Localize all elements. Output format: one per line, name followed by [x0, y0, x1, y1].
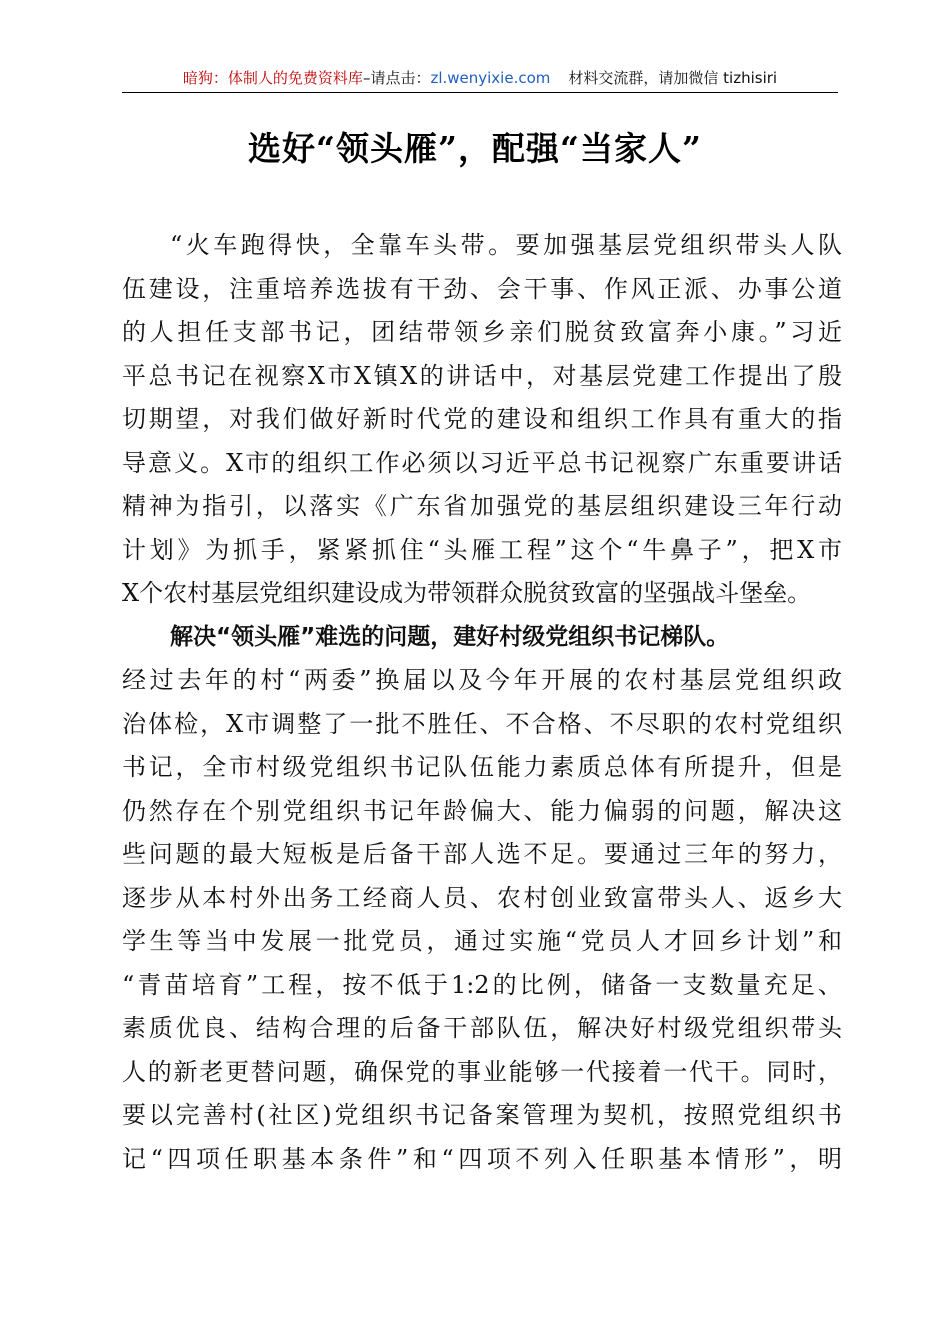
paragraph-1-line: 导意义。X市的组织工作必须以习近平总书记视察广东重要讲话: [122, 448, 842, 477]
paragraph-1-line: 伍建设，注重培养选拔有干劲、会干事、作风正派、办事公道: [122, 274, 842, 303]
paragraph-1-line: 计划》为抓手，紧紧抓住“头雁工程”这个“牛鼻子”，把X市: [122, 535, 842, 564]
paragraph-2-line: 学生等当中发展一批党员，通过实施“党员人才回乡计划”和: [122, 927, 842, 955]
paragraph-1-line: 平总书记在视察X市X镇X的讲话中，对基层党建工作提出了殷: [122, 361, 842, 390]
paragraph-2-line: 经过去年的村“两委”换届以及今年开展的农村基层党组织政: [122, 666, 842, 694]
paragraph-1-line: 的人担任支部书记，团结带领乡亲们脱贫致富奔小康。”习近: [122, 318, 842, 346]
header-wechat-note: 材料交流群，请加微信 tizhisiri: [568, 69, 778, 87]
paragraph-2-line: “青苗培育”工程，按不低于1:2的比例，储备一支数量充足、: [122, 970, 842, 999]
header-site-name: 暗狗：体制人的免费资料库: [182, 69, 363, 87]
header-click-prompt: –请点击：: [362, 69, 431, 87]
paragraph-1-line: 切期望，对我们做好新时代党的建设和组织工作具有重大的指: [122, 405, 842, 433]
paragraph-2-line: 逐步从本村外出务工经商人员、农村创业致富带头人、返乡大: [122, 883, 842, 912]
paragraph-2-line: 治体检，X市调整了一批不胜任、不合格、不尽职的农村党组织: [122, 709, 842, 738]
paragraph-1-line: 精神为指引，以落实《广东省加强党的基层组织建设三年行动: [122, 492, 842, 520]
paragraph-1-line: X个农村基层党组织建设成为带领群众脱贫致富的坚强战斗堡垒。: [122, 579, 812, 607]
document-title: 选好“领头雁”，配强“当家人”: [248, 129, 702, 168]
paragraph-2-line: 仍然存在个别党组织书记年龄偏大、能力偏弱的问题，解决这: [122, 796, 842, 825]
page-header: [122, 64, 838, 93]
paragraph-2-line: 人的新老更替问题，确保党的事业能够一代接着一代干。同时，: [122, 1057, 842, 1086]
paragraph-2-line: 素质优良、结构合理的后备干部队伍，解决好村级党组织带头: [122, 1014, 842, 1042]
document-body: [122, 224, 842, 1181]
paragraph-2-line: 书记，全市村级党组织书记队伍能力素质总体有所提升，但是: [122, 753, 842, 781]
section-heading: 解决“领头雁”难选的问题，建好村级党组织书记梯队。: [170, 623, 730, 650]
paragraph-2-line: 些问题的最大短板是后备干部人选不足。要通过三年的努力，: [122, 840, 842, 868]
paragraph-2-line: 要以完善村(社区)党组织书记备案管理为契机，按照党组织书: [122, 1101, 842, 1129]
header-url-link[interactable]: zl.wenyixie.com: [430, 69, 551, 87]
paragraph-1-line: “火车跑得快，全靠车头带。要加强基层党组织带头人队: [170, 231, 842, 259]
paragraph-2-line: 记“四项任职基本条件”和“四项不列入任职基本情形”，明: [122, 1144, 842, 1173]
